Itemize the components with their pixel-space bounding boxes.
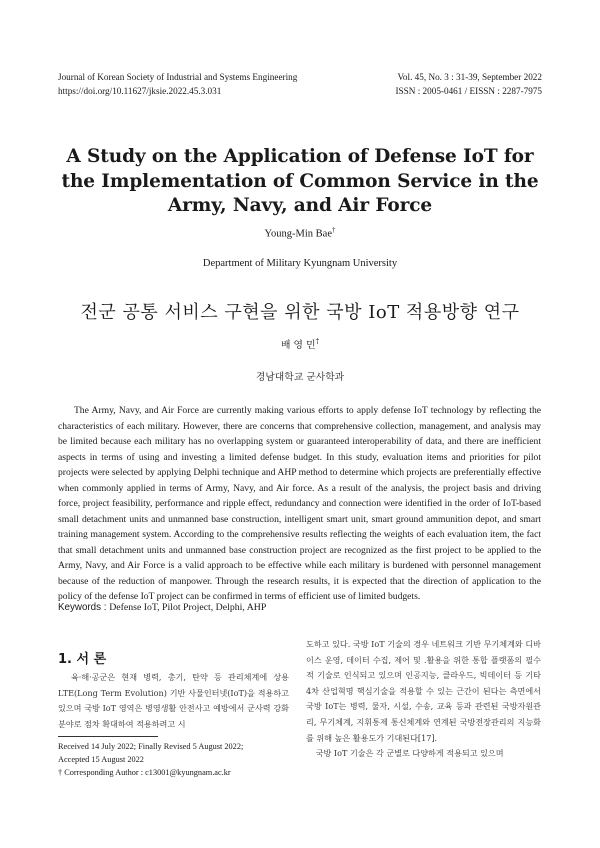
paper-title-en: A Study on the Application of Defense IoT for the Implementation of Common Service in the Army, Navy, and Air Force — [61, 146, 539, 216]
abstract-text — [58, 403, 541, 605]
paper-title-ko: 전군 공통 서비스 구현을 위한 국방 IoT 적용방향 연구 — [80, 302, 520, 323]
intro-paragraph: 육·해·공군은 현재 병력, 총기, 탄약 등 관리체계에 상용 LTE(Long Term Evolution) 기반 사물인터넷(IoT)을 적용하고 있으며 국방 IoT 영역은 병영생활 안전사고 예방에서 군사력 강화분야로 점차 확대하여 적용하려고 시 — [58, 672, 289, 729]
corresponding-mark: † — [331, 226, 336, 234]
body-left-column — [58, 670, 289, 732]
author-name-en: Young-Min Bae — [264, 228, 332, 240]
corresponding-author: † Corresponding Author : c13001@kyungnam.ac.kr — [58, 768, 231, 778]
right-paragraph-2: 국방 IoT 기술은 각 군별로 다양하게 적용되고 있으며 — [315, 748, 504, 759]
journal-name: Journal of Korean Society of Industrial and Systems Engineering — [58, 72, 298, 82]
footnote-divider — [58, 736, 158, 737]
body-right-column — [306, 637, 541, 762]
affiliation-ko: 경남대학교 군사학과 — [255, 372, 345, 383]
footnotes — [58, 740, 293, 780]
affiliation-en: Department of Military Kyungnam University — [202, 258, 398, 269]
issn-info: ISSN : 2005-0461 / EISSN : 2287-7975 — [395, 86, 542, 96]
doi-link[interactable]: https://doi.org/10.11627/jksie.2022.45.3.031 — [58, 86, 222, 96]
keywords-line — [58, 602, 266, 613]
corresponding-mark-ko: † — [315, 337, 320, 346]
keywords-label: Keywords : — [58, 602, 107, 613]
author-en — [0, 226, 600, 240]
abstract-body: The Army, Navy, and Air Force are currently making various efforts to apply defense IoT technology by reflecting the characteristics of each military. However, there are concerns that comprehensive collection, management, and analysis may be limited because each military has no overlapping system or guaranteed interoperability of data, and there are inefficient aspects in terms of using and investing a limited defense budget. In this study, evaluation items and priorities for pilot projects were selected by applying Delphi technique and AHP method to determine which projects are preferentially effective when commonly applied in terms of Army, Navy, and Air force. As a result of the analysis, the project basis and driving force, project feasibility, performance and ripple effect, redundancy and connection were identified in the order of IoT-based small detachment units and unmanned base construction, intelligent smart unit, smart ground ammunition depot, and smart training management system. According to the comprehensive results reflecting the weights of each evaluation item, the fact that small detachment units and unmanned base construction project are recognized as the first project to be applied to the Army, Navy, and Air Force is a valid approach to be effective while each military is burdened with personnel management because of the reduction of manpower. Through the research results, it is expected that the direction of application to the policy of the defense IoT project can be confirmed in terms of efficient use of limited budgets. — [58, 405, 541, 602]
received-date: Received 14 July 2022; Finally Revised 5 August 2022; — [58, 742, 244, 751]
author-ko — [0, 337, 600, 351]
section-heading: 1. 서 론 — [58, 652, 107, 667]
right-paragraph-1: 도하고 있다. 국방 IoT 기술의 경우 네트워크 기반 무기체계와 디바이스 운영, 데이터 수집, 제어 및 .활용을 위한 통합 플랫폼의 필수적 기술로 인식되고 있으며 인공지능, 클라우드, 빅데이터 등 기타 4차 산업혁명 핵심기술을 적용할 수 있는 근간이 된다는 측면에서 국방 IoT는 병력, 물자, 시설, 수송, 교육 등과 관련된 국방자원관리, 무기체계, 지휘통제 통신체계와 연계된 국방전장관리의 지능화를 위해 높은 활용도가 기대된다[17]. — [306, 639, 541, 743]
keywords-values: Defense IoT, Pilot Project, Delphi, AHP — [109, 602, 267, 613]
author-name-ko: 배 영 민 — [280, 340, 316, 351]
accepted-date: Accepted 15 August 2022 — [58, 755, 144, 765]
volume-info: Vol. 45, No. 3 : 31-39, September 2022 — [397, 72, 542, 82]
